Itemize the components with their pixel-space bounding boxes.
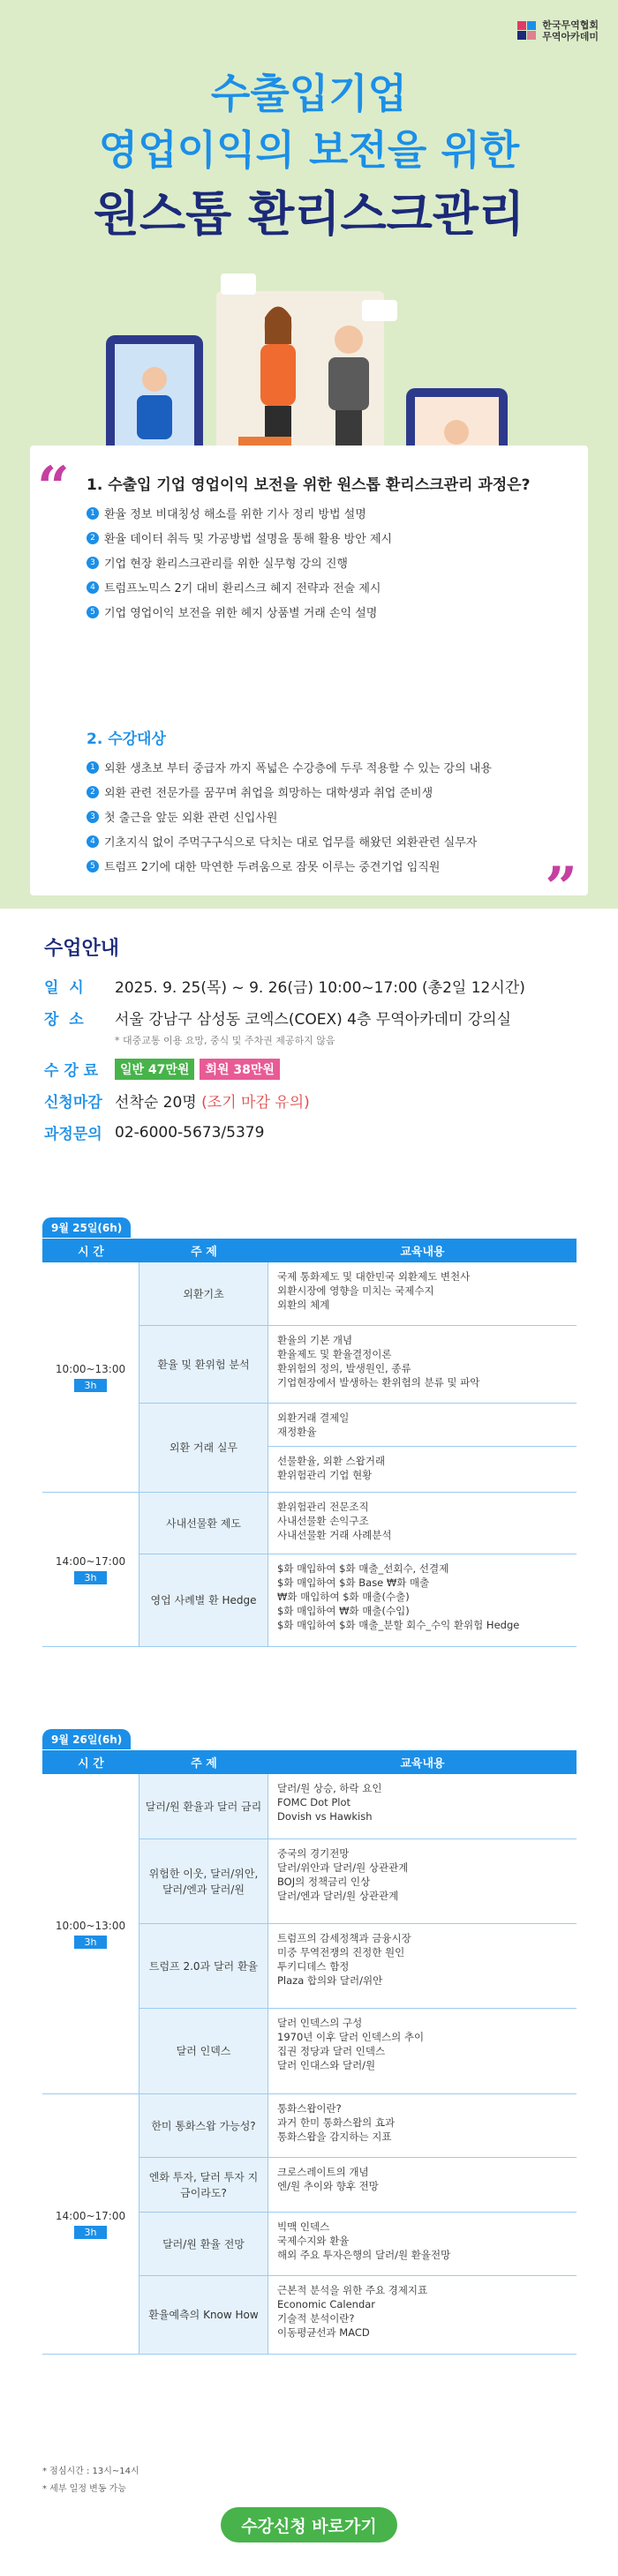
class-info bbox=[44, 933, 574, 1153]
deadline-note: (조기 마감 유의) bbox=[201, 1094, 310, 1112]
logo-line1: 한국무역협회 bbox=[542, 19, 599, 31]
date-label: 일 시 bbox=[44, 979, 84, 997]
hours-badge: 3h bbox=[74, 1571, 108, 1584]
fee-label: 수 강 료 bbox=[44, 1062, 99, 1080]
list-item: 3 기업 현장 환리스크관리를 위한 실무형 강의 진행 bbox=[87, 554, 581, 571]
time-am: 10:00~13:00 bbox=[55, 1919, 126, 1932]
footnote-lunch: * 점심시간 : 13시~14시 bbox=[42, 2467, 139, 2476]
place-note: * 대중교통 이용 요망, 중식 및 주차권 제공하지 않음 bbox=[115, 1035, 335, 1046]
time-pm: 14:00~17:00 bbox=[55, 2209, 126, 2222]
list-item: 5 트럼프 2기에 대한 막연한 두려움으로 잠못 이루는 중견기업 임직원 bbox=[87, 857, 581, 874]
subject-cell: 영업 사례별 환 Hedge bbox=[139, 1554, 268, 1646]
course-heading: 1. 수출입 기업 영업이익 보전을 위한 원스톱 환리스크관리 과정은? bbox=[87, 476, 531, 494]
subject-cell: 외환기초 bbox=[139, 1262, 268, 1325]
list-item: 1 환율 정보 비대칭성 해소를 위한 기사 정리 방법 설명 bbox=[87, 505, 581, 521]
time-pm: 14:00~17:00 bbox=[55, 1554, 126, 1568]
subject-cell: 외환 거래 실무 bbox=[139, 1404, 268, 1492]
subject-cell: 사내선물환 제도 bbox=[139, 1493, 268, 1554]
fee-member-badge: 회원 38만원 bbox=[200, 1059, 279, 1080]
table-row: 10:00~13:00 3h 외환기초 국제 통화제도 및 대한민국 외환제도 변천사 외환시장에 영향을 미치는 국제수지 외환의 체계 환율 및 환위험 분석 환율의 기본 개념 환율제도 및 환율결정이론 환위험의 정의, 발생원인, 종류 기업현장에서 발생하는 환위험의 분류 및 파악 외환 거래 실무 외환거래 결제일 재정환율 선물환율, 외환 스왑거래 환위험관리 기업 현황 bbox=[42, 1262, 577, 1493]
hours-badge: 3h bbox=[74, 2226, 108, 2239]
list-item: 5 기업 영업이익 보전을 위한 헤지 상품별 거래 손익 설명 bbox=[87, 603, 581, 620]
place-label: 장 소 bbox=[44, 1011, 84, 1029]
hero-section bbox=[0, 0, 618, 921]
open-quote-icon: “ bbox=[37, 454, 70, 520]
hours-badge: 3h bbox=[74, 1379, 108, 1392]
close-quote-icon: ” bbox=[545, 855, 577, 921]
hero-title-line1: 수출입기업 bbox=[210, 70, 408, 117]
table-header: 시 간 주 제 교육내용 bbox=[42, 1238, 577, 1262]
hours-badge: 3h bbox=[74, 1936, 108, 1949]
logo-line2: 무역아카데미 bbox=[542, 31, 599, 42]
deadline-label: 신청마감 bbox=[44, 1094, 102, 1112]
list-item: 4 트럼프노믹스 2기 대비 환리스크 헤지 전략과 전술 제시 bbox=[87, 579, 581, 595]
course-overview-box bbox=[30, 446, 588, 921]
footnote-schedule: * 세부 일정 변동 가능 bbox=[42, 2484, 126, 2494]
schedule-table-day1 bbox=[42, 1217, 577, 1647]
hero-title-line2: 영업이익의 보전을 위한 bbox=[98, 126, 520, 174]
list-item: 2 환율 데이터 취득 및 가공방법 설명을 통해 활용 방안 제시 bbox=[87, 529, 581, 546]
logo bbox=[517, 19, 599, 42]
day1-tag: 9월 25일(6h) bbox=[42, 1217, 131, 1238]
subject-cell: 한미 통화스왑 가능성? bbox=[139, 2094, 268, 2157]
target-heading: 2. 수강대상 bbox=[87, 730, 166, 748]
list-item: 1 외환 생초보 부터 중급자 까지 폭넓은 수강층에 두루 적용할 수 있는 강의 내용 bbox=[87, 759, 581, 775]
subject-cell: 트럼프 2.0과 달러 환율 bbox=[139, 1924, 268, 2008]
subject-cell: 엔화 투자, 달러 투자 지금이라도? bbox=[139, 2158, 268, 2212]
logo-mark-icon bbox=[517, 21, 537, 41]
subject-cell: 달러/원 환율 전망 bbox=[139, 2213, 268, 2275]
table-row: 14:00~17:00 3h 한미 통화스왑 가능성? 통화스왑이란? 과거 한미 통화스왑의 효과 통화스왑을 감지하는 지표 엔화 투자, 달러 투자 지금이라도? 크로스레이트의 개념 엔/원 추이와 향후 전망 달러/원 환율 전망 빅맥 인덱스 국제수지와 환율 해외 주요 투자은행의 달러/원 환율전망 환율예측의 Know How 근본적 분석을 위한 주요 경제지표 Economic Calendar 기술적 분석이란? 이동평균선과 MACD bbox=[42, 2094, 577, 2355]
list-item: 2 외환 관련 전문가를 꿈꾸며 취업을 희망하는 대학생과 취업 준비생 bbox=[87, 783, 581, 800]
fee-general-badge: 일반 47만원 bbox=[115, 1059, 194, 1080]
schedule-table-day2 bbox=[42, 1729, 577, 2355]
list-item: 3 첫 출근을 앞둔 외환 관련 신입사원 bbox=[87, 808, 581, 825]
contact-label: 과정문의 bbox=[44, 1126, 102, 1143]
subject-cell: 달러 인덱스 bbox=[139, 2009, 268, 2093]
contact-value: 02-6000-5673/5379 bbox=[115, 1123, 265, 1142]
hero-title-main: 원스톱 환리스크관리 bbox=[93, 186, 525, 242]
date-value: 2025. 9. 25(목) ~ 9. 26(금) 10:00~17:00 (총2일 12시간) bbox=[115, 979, 525, 997]
subject-cell: 위험한 이웃, 달러/위안, 달러/엔과 달러/원 bbox=[139, 1839, 268, 1923]
deadline-value: 선착순 20명 bbox=[115, 1094, 197, 1112]
info-heading: 수업안내 bbox=[44, 938, 120, 960]
place-value: 서울 강남구 삼성동 코엑스(COEX) 4층 무역아카데미 강의실 bbox=[115, 1011, 512, 1029]
table-header: 시 간 주 제 교육내용 bbox=[42, 1749, 577, 1774]
apply-button[interactable]: 수강신청 바로가기 bbox=[221, 2507, 397, 2542]
table-row: 10:00~13:00 3h 달러/원 환율과 달러 금리 달러/원 상승, 하락 요인 FOMC Dot Plot Dovish vs Hawkish 위험한 이웃, 달러/위안, 달러/엔과 달러/원 중국의 경기전망 달러/위안과 달러/원 상관관계 BOJ의 정책금리 인상 달러/엔과 달러/원 상관관계 트럼프 2.0과 달러 환율 트럼프의 감세정책과 금융시장 미중 무역전쟁의 진정한 원인 투키디데스 함정 Plaza 합의와 달러/위안 달러 인덱스 달러 인덱스의 구성 1970년 이후 달러 인덱스의 추이 집권 정당과 달러 인덱스 달러 인대스와 달러/원 bbox=[42, 1774, 577, 2094]
time-am: 10:00~13:00 bbox=[55, 1362, 126, 1375]
subject-cell: 환율예측의 Know How bbox=[139, 2276, 268, 2354]
list-item: 4 기초지식 없이 주먹구구식으로 닥치는 대로 업무를 해왔던 외환관련 실무자 bbox=[87, 833, 581, 850]
day2-tag: 9월 26일(6h) bbox=[42, 1729, 131, 1749]
table-row: 14:00~17:00 3h 사내선물환 제도 환위험관리 전문조직 사내선물환 손익구조 사내선물환 거래 사례분석 영업 사례별 환 Hedge $화 매입하여 $화 매출_선회수, 선결제 $화 매입하여 $화 Base ₩화 매출 ₩화 매입하여 $화 매출(수출) $화 매입하여 ₩화 매출(수입) $화 매입하여 $화 매출_분할 회수_수익 환위험 Hedge bbox=[42, 1493, 577, 1647]
subject-cell: 환율 및 환위험 분석 bbox=[139, 1326, 268, 1403]
subject-cell: 달러/원 환율과 달러 금리 bbox=[139, 1774, 268, 1838]
